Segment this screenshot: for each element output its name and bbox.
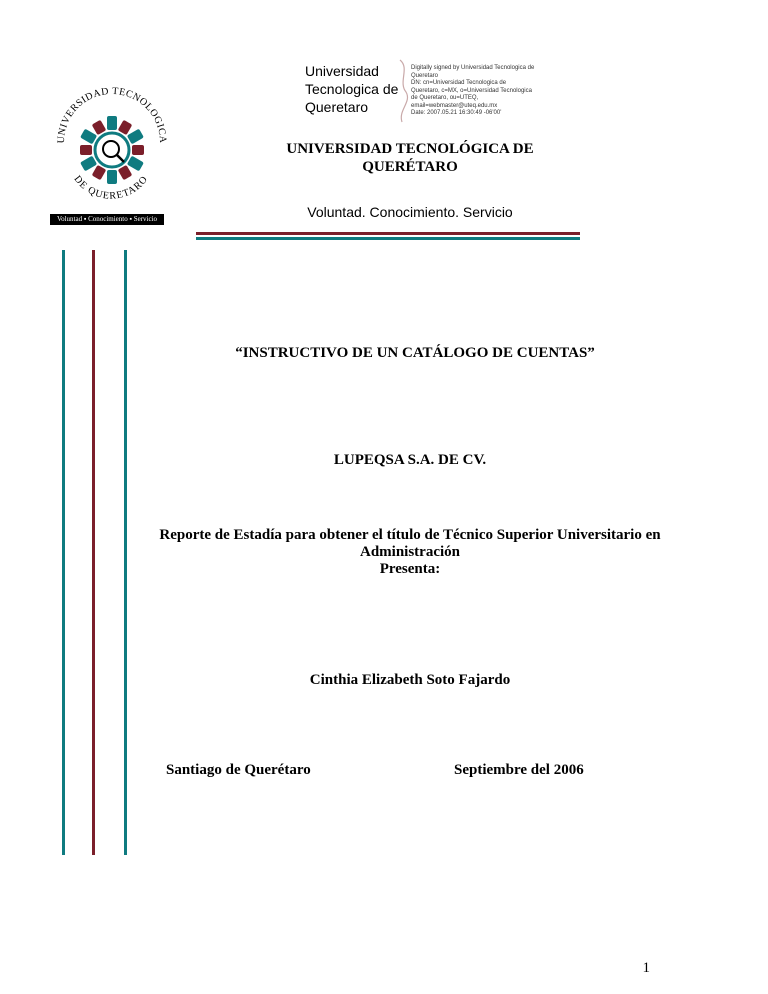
signature-name-line: Tecnologica de	[305, 81, 399, 97]
signature-detail-line: Queretaro	[411, 72, 439, 79]
university-motto: Voluntad. Conocimiento. Servicio	[307, 204, 513, 220]
vertical-bar-teal-left	[62, 250, 65, 855]
university-logo	[50, 72, 170, 232]
logo-motto: Voluntad ▪ Conocimiento ▪ Servicio	[50, 214, 164, 225]
vertical-bar-teal-right	[124, 250, 127, 855]
logo-arc-bottom-text: DE QUERETARO	[71, 173, 151, 202]
signature-detail-line: de Queretaro, ou=UTEQ,	[411, 95, 479, 101]
signature-detail-line: email=webmaster@uteq.edu.mx	[411, 102, 498, 109]
author-name: Cinthia Elizabeth Soto Fajardo	[309, 672, 511, 688]
report-line: Reporte de Estadía para obtener el título de Técnico Superior Universitario en	[159, 527, 661, 543]
signature-detail-line: Date: 2007.05.21 16:30:49 -06'00'	[411, 110, 502, 116]
date: Septiembre del 2006	[454, 762, 584, 778]
report-description	[155, 527, 665, 578]
place: Santiago de Querétaro	[166, 762, 311, 778]
logo-emblem	[50, 72, 170, 212]
page-number: 1	[642, 960, 650, 976]
signature-name	[305, 62, 405, 116]
logo-arc-top-text: UNIVERSIDAD TECNOLOGICA	[55, 85, 169, 144]
report-line: Administración	[359, 544, 460, 560]
divider-teal	[196, 237, 580, 240]
university-title	[250, 140, 570, 176]
signature-details	[411, 65, 551, 118]
divider-maroon	[196, 232, 580, 235]
report-line: Presenta:	[379, 561, 441, 577]
signature-name-line: Queretaro	[305, 99, 369, 115]
logo-gear-icon	[80, 116, 144, 184]
university-title-line: UNIVERSIDAD TECNOLÓGICA DE	[286, 141, 534, 157]
signature-name-line: Universidad	[305, 63, 379, 79]
signature-detail-line: Queretaro, c=MX, o=Universidad Tecnologica	[411, 87, 532, 94]
signature-detail-line: Digitally signed by Universidad Tecnologica de	[411, 65, 535, 71]
university-title-line: QUERÉTARO	[362, 159, 458, 175]
signature-detail-line: DN: cn=Universidad Tecnologica de	[411, 80, 507, 86]
company-name: LUPEQSA S.A. DE CV.	[333, 452, 487, 468]
vertical-bar-maroon	[92, 250, 95, 855]
document-title: “INSTRUCTIVO DE UN CATÁLOGO DE CUENTAS”	[235, 345, 595, 361]
